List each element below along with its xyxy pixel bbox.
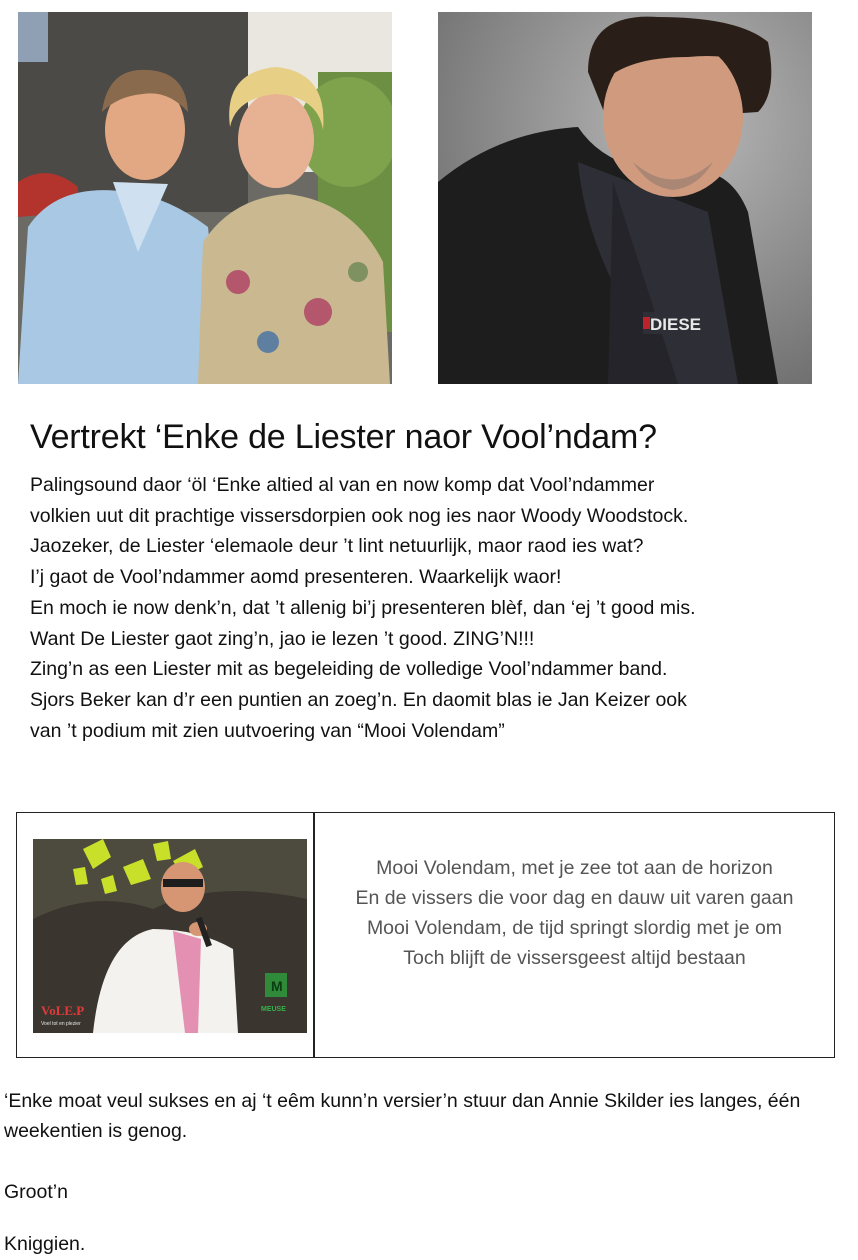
lyric-line: Toch blijft de vissersgeest altijd bestaan: [403, 947, 746, 969]
article-line: volkien uut dit prachtige vissersdorpien ook nog ies naor Woody Woodstock.: [30, 504, 689, 527]
article-line: Jaozeker, de Liester ‘elemaole deur ’t lint netuurlijk, maor raod ies wat?: [30, 535, 644, 558]
article-line: Palingsound daor ‘öl ‘Enke altied al van en now komp dat Vool’ndammer: [30, 474, 655, 496]
lyric-line: En de vissers die voor dag en dauw uit varen gaan: [355, 887, 794, 909]
article-line: I’j gaot de Vool’ndammer aomd presenteren. Waarkelijk waor!: [30, 566, 562, 589]
photo-couple: [18, 12, 392, 384]
sign-logo-text: MEUSE: [261, 1006, 286, 1013]
photo-man-leather-jacket: [438, 12, 812, 384]
article-line: van ’t podium mit zien uutvoering van “Mooi Volendam”: [30, 719, 505, 742]
article-line: Sjors Beker kan d’r een puntien an zoeg’n. En daomit blas ie Jan Keizer ook: [30, 688, 687, 711]
lyric-line: Mooi Volendam, met je zee tot aan de horizon: [376, 857, 773, 879]
article-line: Zing’n as een Liester mit as begeleiding de volledige Vool’ndammer band.: [30, 658, 668, 681]
lyric-line: Mooi Volendam, de tijd springt slordig met je om: [366, 917, 783, 939]
shirt-logo-text: DIESE: [650, 315, 702, 334]
article-line: Want De Liester gaot zing’n, jao ie lezen ’t good. ZING’N!!!: [30, 627, 535, 650]
photo-singer-white-suit: [33, 839, 307, 1033]
vlep-tagline: Voel tot en plezier: [41, 1021, 81, 1027]
lyric-table: [16, 812, 835, 1058]
article-headline: Vertrekt ‘Enke de Liester naor Vool’ndam?: [30, 418, 657, 456]
article-line: En moch ie now denk’n, dat ’t allenig bi’j presenteren blèf, dan ‘ej ’t good mis.: [30, 596, 696, 619]
lyrics: [315, 853, 834, 973]
signature-greeting: Groot’n: [4, 1181, 68, 1203]
sign-logo-mark: M: [271, 978, 283, 994]
closing-paragraph: ‘Enke moat veul sukses en aj ‘t eêm kunn’n versier’n stuur dan Annie Skilder ies langes, één weekentien is genog.: [4, 1090, 801, 1142]
signature-name: Kniggien.: [4, 1233, 86, 1255]
vlep-logo: VoLE.P: [41, 1003, 85, 1018]
article-body: [30, 470, 850, 746]
